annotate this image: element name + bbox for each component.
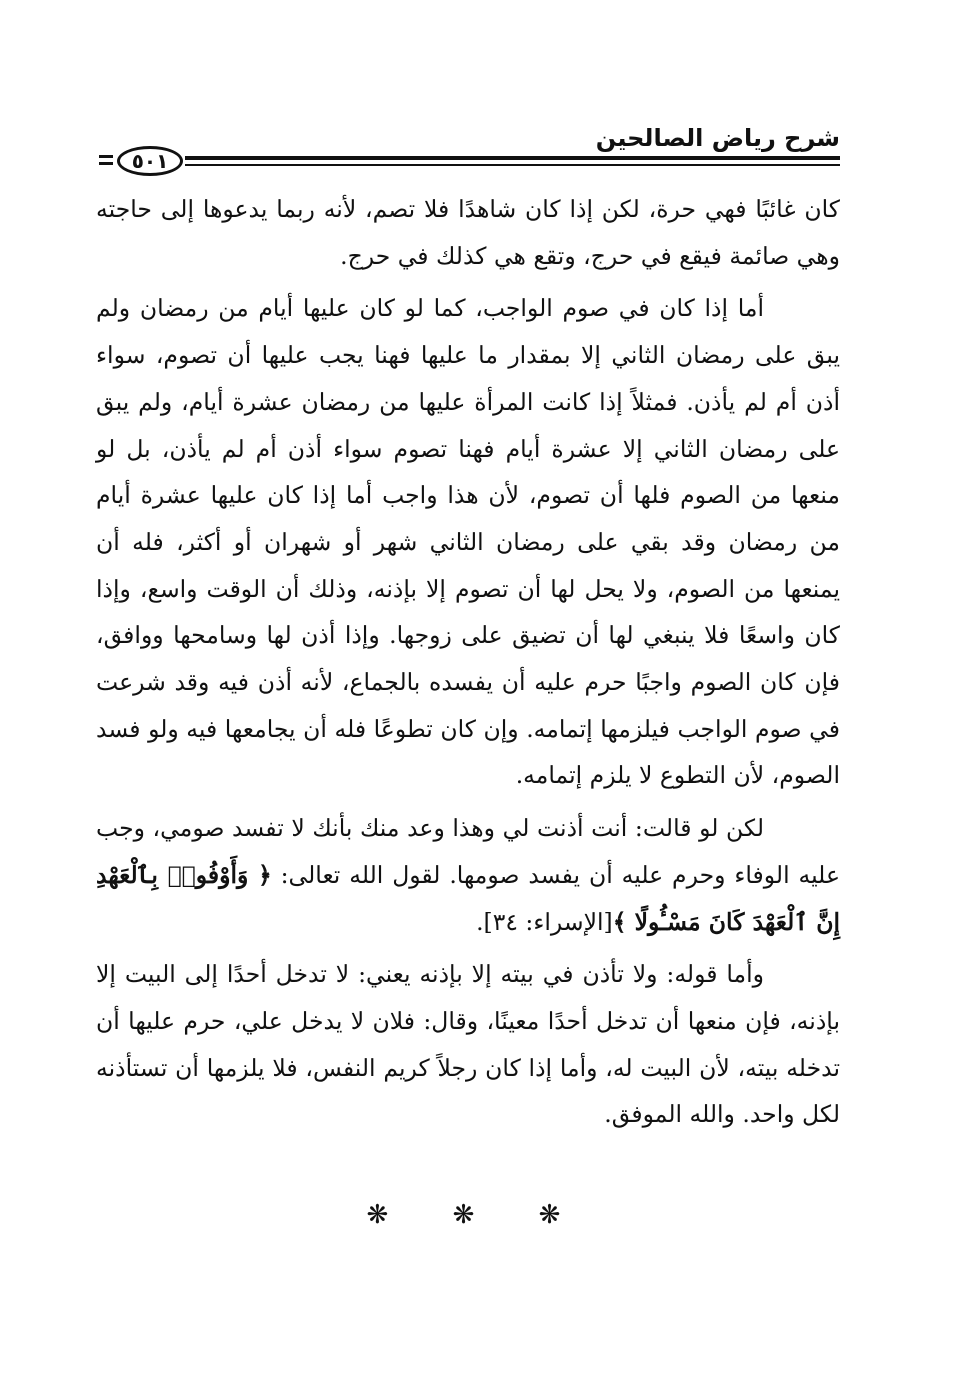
quran-verse: ﴿ وَأَوْفُوا۟ بِٱلْعَهْدِ إِنَّ ٱلْعَهْدَ كَانَ مَسْـُٔولًا ﴾	[96, 860, 840, 936]
book-title: شرح رياض الصالحين	[595, 124, 840, 152]
paragraph-4: وأما قوله: ولا تأذن في بيته إلا بإذنه يعني: لا تدخل أحدًا إلى البيت إلا بإذنه، فإن منعها أن تدخل أحدًا معينًا، وقال: فلان لا يدخل علي، حرم عليها أن تدخله بيته، لأن البيت له، وأما إذا كان رجلاً كريم النفس، فلا يلزمها أن تستأذنه لكل واحد. والله الموفق.	[96, 960, 840, 1129]
paragraph-3-text: لكن لو قالت: أنت أذنت لي وهذا وعد منك بأنك لا تفسد صومي، وجب عليه الوفاء وحرم عليه أن يفسد صومها. لقول الله تعالى:	[96, 814, 840, 889]
header-rule-mark-top	[99, 155, 113, 158]
paragraph-3	[96, 805, 840, 945]
header-rule-mark-bottom	[99, 162, 113, 165]
body-text	[96, 186, 840, 1138]
page-number-badge	[117, 146, 183, 176]
header-rule-thin	[185, 164, 840, 166]
header-rule-thick	[185, 156, 840, 160]
paragraph-2: أما إذا كان في صوم الواجب، كما لو كان عليها أيام من رمضان ولم يبق على رمضان الثاني إلا بمقدار ما عليها فهنا يجب عليها أن تصوم، سواء أذن أم لم يأذن. فمثلاً إذا كانت المرأة عليها من رمضان عشرة أيام، ولم يبق على رمضان الثاني إلا عشرة أيام فهنا تصوم سواء أذن أم لم يأذن، بل لو منعها من الصوم فلها أن تصوم، لأن هذا واجب أما إذا كان عليها عشرة أيام من رمضان وقد بقي على رمضان الثاني شهر أو شهران أو أكثر، فله أن يمنعها من الصوم، ولا يحل لها أن تصوم إلا بإذنه، وذلك أن الوقت واسع، وإذا كان واسعًا فلا ينبغي لها أن تضيق على زوجها. وإذا أذن لها وسامحها ووافق، فإن كان الصوم واجبًا حرم عليه أن يفسده بالجماع، لأنه أذن فيه وقد شرعت في صوم الواجب فيلزمها إتمامه. وإن كان تطوعًا فله أن يجامعها فيه ولو فسد الصوم، لأن التطوع لا يلزم إتمامه.	[96, 294, 840, 790]
verse-citation: [الإسراء: ٣٤].	[476, 907, 613, 936]
section-separator: ❋ ❋ ❋	[366, 1200, 589, 1230]
page-number: ٥٠١	[131, 149, 169, 173]
paragraph-1: كان غائبًا فهي حرة، لكن إذا كان شاهدًا فلا تصم، لأنه ربما يدعوها إلى حاجته وهي صائمة فيقع في حرج، وتقع هي كذلك في حرج.	[96, 195, 840, 270]
page-header	[95, 118, 840, 178]
